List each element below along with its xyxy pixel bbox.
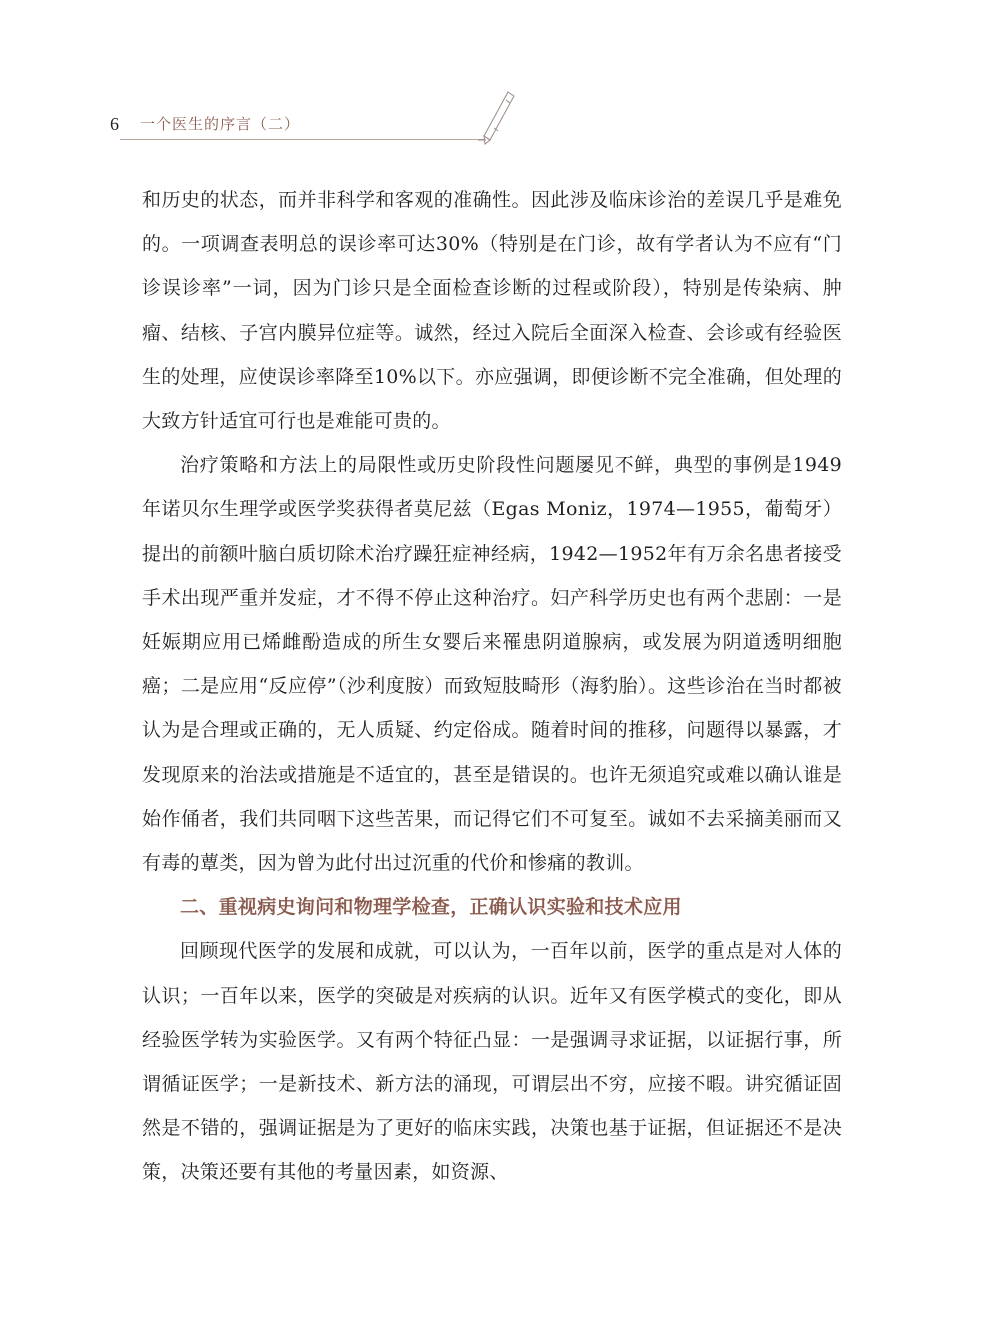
running-title: 一个医生的序言（二） <box>140 115 301 133</box>
body-text <box>142 178 842 1195</box>
section-heading: 二、重视病史询问和物理学检查，正确认识实验和技术应用 <box>180 896 682 919</box>
header-rule <box>120 139 485 140</box>
paragraph-1: 和历史的状态，而并非科学和客观的准确性。因此涉及临床诊治的差误几乎是难免的。一项调查表明总的误诊率可达30%（特别是在门诊，故有学者认为不应有“门诊误诊率”一词，因为门诊只是全面检查诊断的过程或阶段），特别是传染病、肿瘤、结核、子宫内膜异位症等。诚然，经过入院后全面深入检查、会诊或有经验医生的处理，应使误诊率降至10%以下。亦应强调，即便诊断不完全准确，但处理的大致方针适宜可行也是难能可贵的。 <box>142 189 842 433</box>
pen-icon <box>478 90 518 146</box>
paragraph-3: 回顾现代医学的发展和成就，可以认为，一百年以前，医学的重点是对人体的认识；一百年以来，医学的突破是对疾病的认识。近年又有医学模式的变化，即从经验医学转为实验医学。又有两个特征凸显：一是强调寻求证据，以证据行事，所谓循证医学；一是新技术、新方法的涌现，可谓层出不穷，应接不暇。讲究循证固然是不错的，强调证据是为了更好的临床实践，决策也基于证据，但证据还不是决策，决策还要有其他的考量因素，如资源、 <box>142 940 842 1184</box>
page-number: 6 <box>110 114 119 134</box>
paragraph-2: 治疗策略和方法上的局限性或历史阶段性问题屡见不鲜，典型的事例是1949年诺贝尔生理学或医学奖获得者莫尼兹（Egas Moniz，1974—1955，葡萄牙）提出的前额叶脑白质切除术治疗躁狂症神经病，1942—1952年有万余名患者接受手术出现严重并发症，才不得不停止这种治疗。妇产科学历史也有两个悲剧：一是妊娠期应用已烯雌酚造成的所生女婴后来罹患阴道腺病，或发展为阴道透明细胞癌；二是应用“反应停”（沙利度胺）而致短肢畸形（海豹胎）。这些诊治在当时都被认为是合理或正确的，无人质疑、约定俗成。随着时间的推移，问题得以暴露，才发现原来的治法或措施是不适宜的，甚至是错误的。也许无须追究或难以确认谁是始作俑者，我们共同咽下这些苦果，而记得它们不可复至。诚如不去采摘美丽而又有毒的蕈类，因为曾为此付出过沉重的代价和惨痛的教训。 <box>142 454 842 875</box>
running-header <box>110 112 510 148</box>
